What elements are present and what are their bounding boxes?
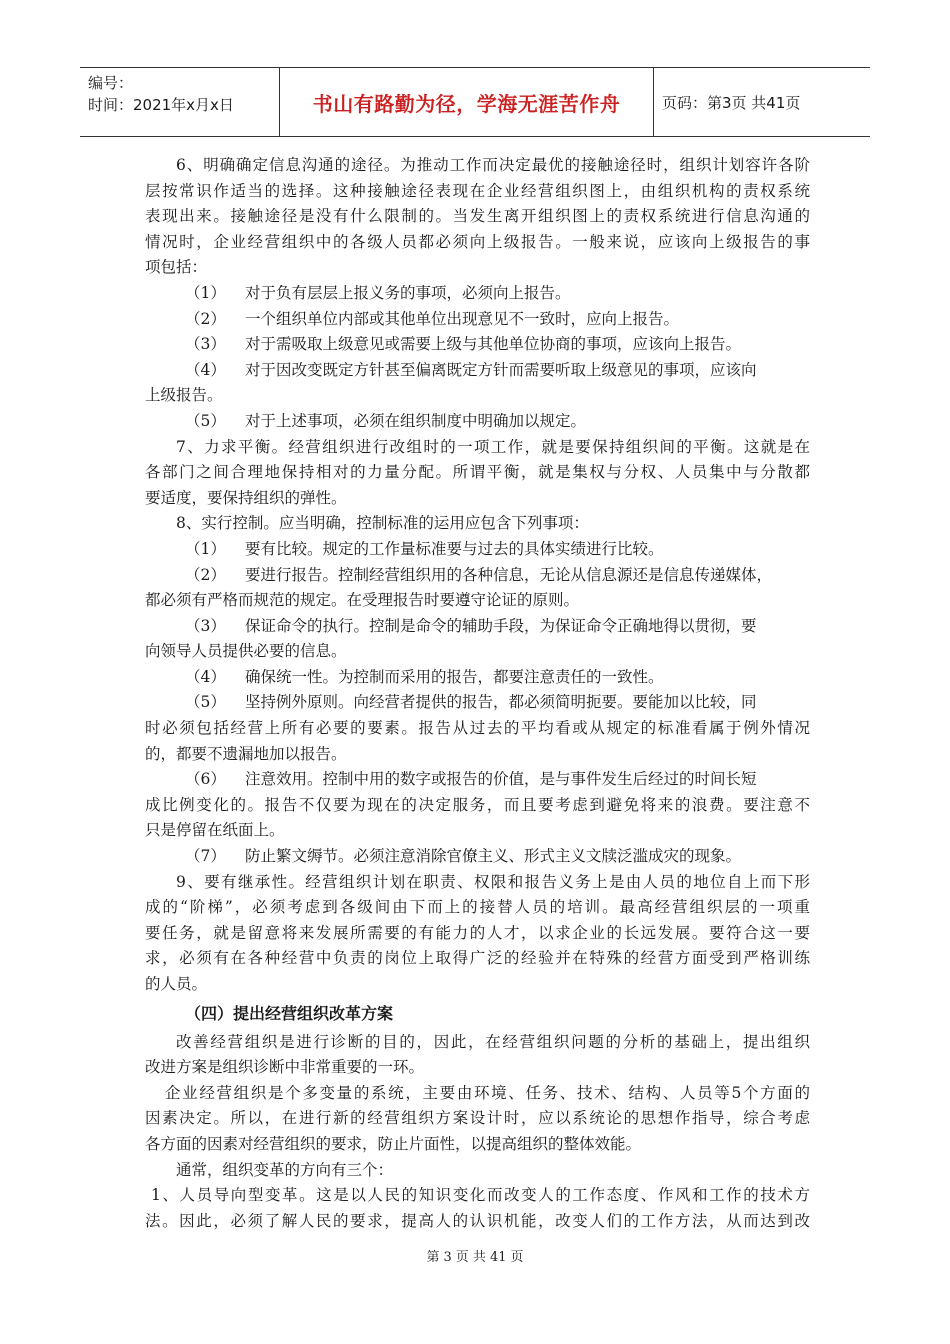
text-line: 成的“阶梯”，必须考虑到各级间由下而上的接替人员的培训。最高经营组织层的一项重 [145, 898, 810, 917]
footer-prefix: 第 [426, 1250, 440, 1265]
footer-mid: 页 共 [455, 1250, 486, 1265]
list-item [145, 614, 810, 640]
text-line: 企业经营组织是个多变量的系统，主要由环境、任务、技术、结构、人员等5个方面的 [165, 1083, 810, 1102]
list-item-text: 一个组织单位内部或其他单位出现意见不一致时，应向上报告。 [245, 309, 680, 328]
list-item [145, 307, 810, 333]
text-line: 向领导人员提供必要的信息。 [145, 642, 347, 661]
text-line: 7、力求平衡。经营组织进行改组时的一项工作，就是要保持组织间的平衡。这就是在 [176, 437, 810, 456]
text-line: 的，都要不遗漏地加以报告。 [145, 744, 347, 763]
text-line: 要适度，要保持组织的弹性。 [145, 488, 347, 507]
text-line: 时必须包括经营上所有必要的要素。报告从过去的平均看或从规定的标准看属于例外情况 [145, 719, 810, 738]
list-item [145, 281, 810, 307]
document-number-label: 编号： [88, 74, 134, 92]
text-line: 成比例变化的。报告不仅要为现在的决定服务，而且要考虑到避免将来的浪费。要注意不 [145, 795, 810, 814]
list-item-text: 要进行报告。控制经营组织用的各种信息，无论从信息源还是信息传递媒体， [245, 565, 773, 584]
text-line: 上级报告。 [145, 386, 223, 405]
header-page-info [654, 68, 870, 136]
text-line: 要任务，就是留意将来发展所需要的有能力的人才，以求企业的长远发展。要符合这一要 [145, 923, 810, 942]
list-item-number: （7） [185, 847, 226, 866]
list-item [145, 537, 810, 563]
header-meta [80, 68, 280, 136]
footer-suffix: 页 [510, 1250, 524, 1265]
list-item [145, 665, 810, 691]
text-line: 通常，组织变革的方向有三个： [176, 1160, 394, 1179]
document-time-label: 时间：2021年x月x日 [88, 96, 234, 114]
page-footer [0, 1246, 950, 1265]
list-item-number: （5） [185, 411, 226, 430]
text-line: 改进方案是组织诊断中非常重要的一环。 [145, 1058, 425, 1077]
list-item [145, 332, 810, 358]
list-item [145, 409, 810, 435]
text-line: 层按常识作适当的选择。这种接触途径表现在企业经营组织图上，由组织机构的责权系统 [145, 181, 810, 200]
list-item-text: 对于上述事项，必须在组织制度中明确加以规定。 [245, 411, 587, 430]
list-item-text: 防止繁文缛节。必须注意消除官僚主义、形式主义文牍泛滥成灾的现象。 [245, 847, 742, 866]
text-line: 法。因此，必须了解人民的要求，提高人的认识机能，改变人们的工作方法，从而达到改 [145, 1211, 810, 1230]
list-item-number: （2） [185, 565, 226, 584]
text-line: 各方面的因素对经营组织的要求，防止片面性，以提高组织的整体效能。 [145, 1134, 642, 1153]
list-item-text: 对于需吸取上级意见或需要上级与其他单位协商的事项，应该向上报告。 [245, 335, 742, 354]
text-line: 情况时，企业经营组织中的各级人员都必须向上级报告。一般来说，应该向上级报告的事 [145, 232, 810, 251]
list-item-text: 坚持例外原则。向经营者提供的报告，都必须简明扼要。要能加以比较，同 [245, 693, 757, 712]
list-item-number: （6） [185, 770, 226, 789]
footer-total-pages: 41 [489, 1250, 507, 1265]
list-item-number: （3） [185, 335, 226, 354]
text-line: 8、实行控制。应当明确，控制标准的运用应包含下列事项： [176, 514, 589, 533]
text-line: 表现出来。接触途径是没有什么限制的。当发生离开组织图上的责权系统进行信息沟通的 [145, 207, 810, 226]
list-item [145, 358, 810, 384]
list-item [145, 690, 810, 716]
text-line: 求，必须有在各种经营中负责的岗位上取得广泛的经验并在特殊的经营方面受到严格训练 [145, 949, 810, 968]
list-item [145, 844, 810, 870]
list-item-number: （4） [185, 360, 226, 379]
list-item-text: 保证命令的执行。控制是命令的辅助手段，为保证命令正确地得以贯彻，要 [245, 616, 757, 635]
text-line: 因素决定。所以，在进行新的经营组织方案设计时，应以系统论的思想作指导，综合考虑 [145, 1109, 810, 1128]
footer-current-page: 3 [443, 1250, 452, 1265]
document-body [145, 153, 810, 1234]
header-page-label: 页码：第3页 共41页 [662, 93, 801, 112]
page-header [80, 67, 870, 137]
list-item-number: （3） [185, 616, 226, 635]
text-line: 各部门之间合理地保持相对的力量分配。所谓平衡，就是集权与分权、人员集中与分散都 [145, 463, 810, 482]
list-item [145, 563, 810, 589]
list-item [145, 767, 810, 793]
list-item-text: 确保统一性。为控制而采用的报告，都要注意责任的一致性。 [245, 667, 664, 686]
list-item-text: 对于因改变既定方针甚至偏离既定方针而需要听取上级意见的事项，应该向 [245, 360, 757, 379]
text-line: 的人员。 [145, 975, 208, 993]
list-item-number: （1） [185, 539, 226, 558]
text-line: 都必须有严格而规范的规定。在受理报告时要遵守论证的原则。 [145, 591, 580, 610]
text-line: 项包括： [145, 258, 208, 277]
text-line: 改善经营组织是进行诊断的目的，因此，在经营组织问题的分析的基础上，提出组织 [176, 1032, 810, 1051]
list-item-text: 要有比较。规定的工作量标准要与过去的具体实绩进行比较。 [245, 539, 664, 558]
list-item-number: （2） [185, 309, 226, 328]
text-line: 6、明确确定信息沟通的途径。为推动工作而决定最优的接触途径时，组织计划容许各阶 [176, 156, 810, 174]
header-motto-cell [280, 68, 654, 136]
list-item-number: （1） [185, 283, 226, 302]
text-line: 9、要有继承性。经营组织计划在职责、权限和报告义务上是由人员的地位自上而下形 [176, 872, 810, 891]
list-item-text: 注意效用。控制中用的数字或报告的价值，是与事件发生后经过的时间长短 [245, 770, 757, 789]
list-item-number: （4） [185, 667, 226, 686]
list-item-text: 对于负有层层上报义务的事项，必须向上报告。 [245, 283, 571, 302]
header-motto: 书山有路勤为径，学海无涯苦作舟 [312, 91, 621, 116]
section-heading: （四）提出经营组织改革方案 [185, 1003, 394, 1023]
list-item-number: （5） [185, 693, 226, 712]
text-line: 1、人员导向型变革。这是以人民的知识变化而改变人的工作态度、作风和工作的技术方 [151, 1186, 810, 1205]
text-line: 只是停留在纸面上。 [145, 821, 285, 840]
